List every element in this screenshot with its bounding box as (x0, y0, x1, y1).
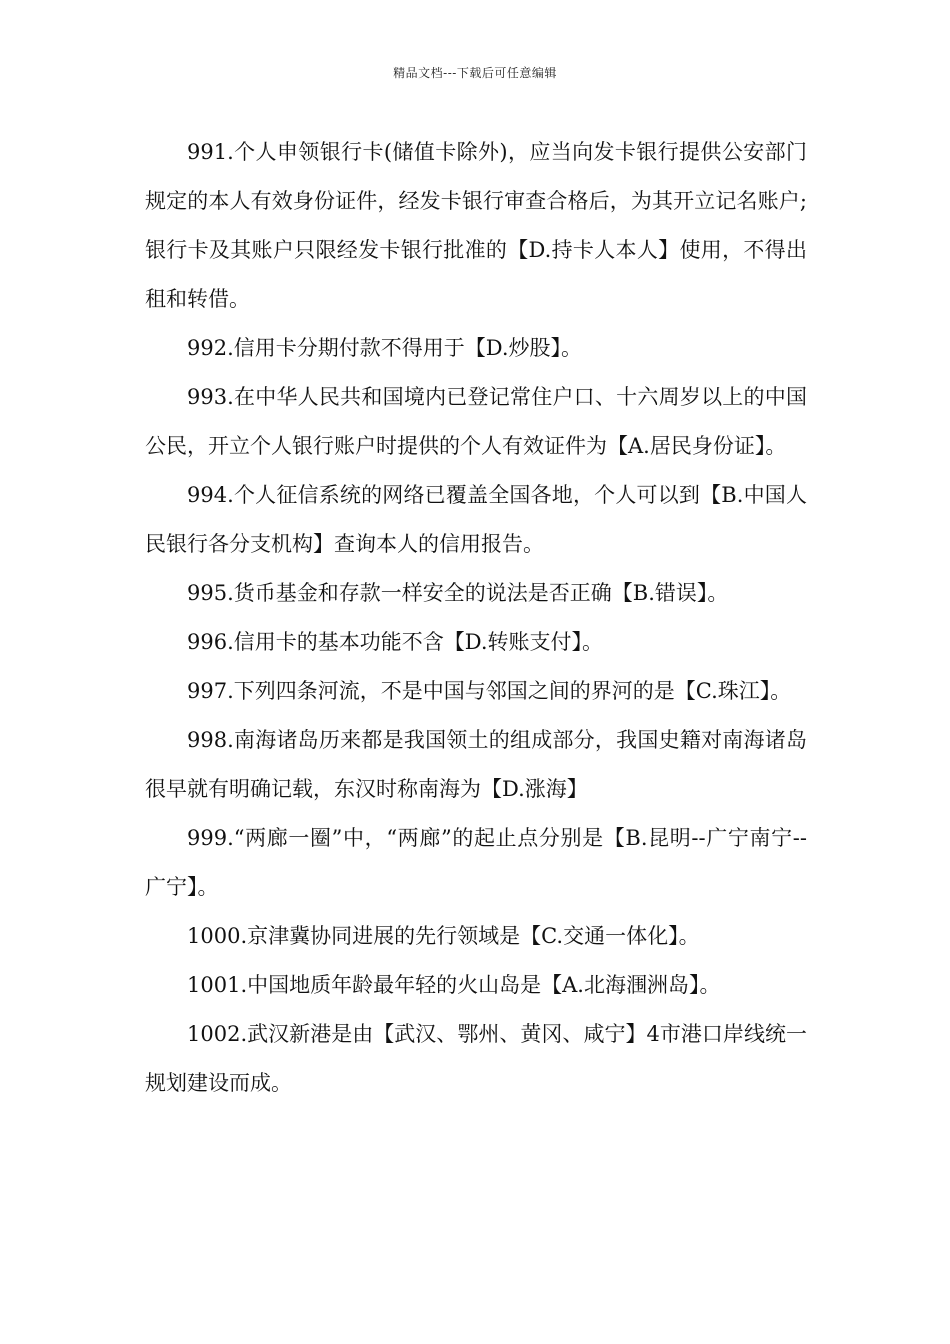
page-header: 精品文档---下载后可任意编辑 (393, 66, 557, 80)
document-body (145, 128, 807, 1108)
question-993: 993.在中华人民共和国境内已登记常住户口、十六周岁以上的中国公民，开立个人银行账户时提供的个人有效证件为【A.居民身份证】。 (145, 385, 807, 458)
question-997: 997.下列四条河流，不是中国与邻国之间的界河的是【C.珠江】。 (187, 679, 792, 703)
question-995: 995.货币基金和存款一样安全的说法是否正确【B.错误】。 (187, 581, 729, 605)
question-991: 991.个人申领银行卡(储值卡除外)，应当向发卡银行提供公安部门规定的本人有效身份证件，经发卡银行审查合格后，为其开立记名账户;银行卡及其账户只限经发卡银行批准的【D.持卡人本人】使用，不得出租和转借。 (145, 140, 807, 311)
question-1002: 1002.武汉新港是由【武汉、鄂州、黄冈、咸宁】4市港口岸线统一规划建设而成。 (145, 1022, 807, 1095)
question-999: 999.“两廊一圈”中，“两廊”的起止点分别是【B.昆明--广宁南宁--广宁】。 (145, 826, 807, 899)
question-994: 994.个人征信系统的网络已覆盖全国各地，个人可以到【B.中国人民银行各分支机构】查询本人的信用报告。 (145, 483, 807, 556)
question-1000: 1000.京津冀协同进展的先行领域是【C.交通一体化】。 (187, 924, 700, 948)
question-992: 992.信用卡分期付款不得用于【D.炒股】。 (187, 336, 583, 360)
question-1001: 1001.中国地质年龄最年轻的火山岛是【A.北海涠洲岛】。 (187, 973, 721, 997)
question-998: 998.南海诸岛历来都是我国领土的组成部分，我国史籍对南海诸岛很早就有明确记载，东汉时称南海为【D.涨海】 (145, 728, 807, 801)
question-996: 996.信用卡的基本功能不含【D.转账支付】。 (187, 630, 604, 654)
